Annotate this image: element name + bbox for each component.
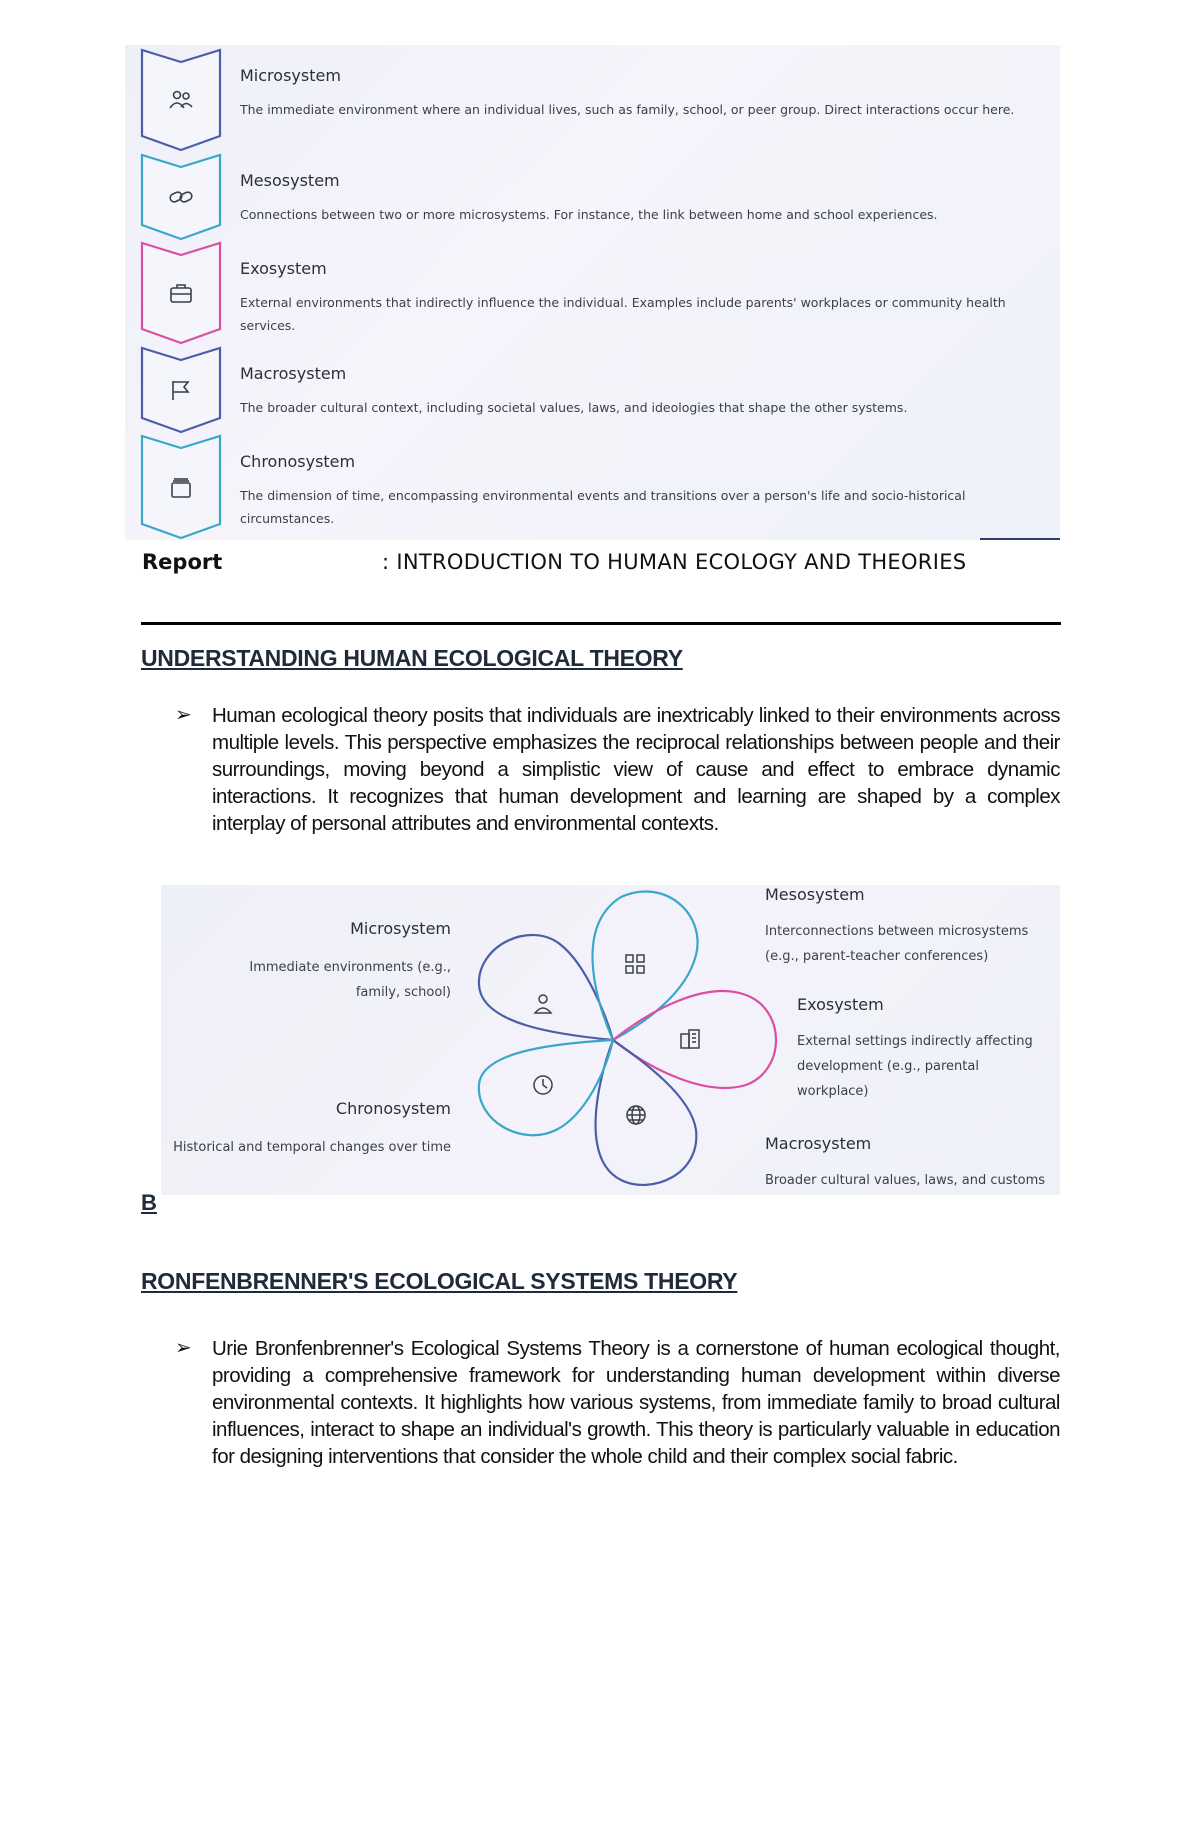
chevron-marker xyxy=(139,48,223,153)
building-icon xyxy=(681,1030,699,1048)
level-title: Microsystem xyxy=(240,66,341,85)
level-description: The dimension of time, encompassing environmental events and transitions over a person's life and socio-historical circumstances. xyxy=(240,488,966,526)
ecological-flower-figure xyxy=(161,885,1060,1195)
report-title: : INTRODUCTION TO HUMAN ECOLOGY AND THEORIES xyxy=(382,550,967,574)
arrow-bullet-icon: ➢ xyxy=(175,702,192,726)
ecological-levels-figure xyxy=(125,45,1060,540)
level-chronosystem xyxy=(125,434,1060,540)
figure-edge-line xyxy=(980,538,1060,540)
level-description: The broader cultural context, including societal values, laws, and ideologies that shape the other systems. xyxy=(240,400,908,415)
briefcase-icon xyxy=(167,279,195,307)
globe-icon xyxy=(627,1106,645,1124)
level-title: Chronosystem xyxy=(240,452,356,471)
grid-icon xyxy=(626,955,644,973)
level-mesosystem xyxy=(125,153,1060,241)
section-heading-bronfenbrenner: RONFENBRENNER'S ECOLOGICAL SYSTEMS THEORY xyxy=(141,1268,738,1294)
level-macrosystem xyxy=(125,346,1060,434)
level-title: Exosystem xyxy=(240,259,327,278)
report-label: Report xyxy=(142,550,223,574)
header-divider xyxy=(141,622,1061,625)
level-title: Mesosystem xyxy=(240,171,340,190)
chevron-marker xyxy=(139,346,223,434)
level-description: The immediate environment where an individual lives, such as family, school, or peer group. Direct interactions occur here. xyxy=(240,102,1015,117)
clock-icon xyxy=(534,1076,552,1094)
flower-title-chronosystem: Chronosystem xyxy=(335,1099,451,1118)
flower-title-microsystem: Microsystem xyxy=(350,919,451,938)
flower-desc-macrosystem: Broader cultural values, laws, and customs xyxy=(765,1173,1046,1188)
people-icon xyxy=(167,86,195,114)
level-exosystem xyxy=(125,241,1060,346)
level-description: External environments that indirectly influence the individual. Examples include parents' workplaces or community health services. xyxy=(240,295,1006,333)
flower-desc-chronosystem: Historical and temporal changes over time xyxy=(173,1140,451,1155)
stray-letter: B xyxy=(141,1190,157,1215)
archive-icon xyxy=(167,474,195,502)
paragraph-text: Human ecological theory posits that individuals are inextricably linked to their environments across multiple levels. This perspective emphasizes the reciprocal relationships between people and their surroundings, moving beyond a simplistic view of cause and effect to embrace dynamic interactions. It recognizes that human development and learning are shaped by a complex interplay of personal attributes and environmental contexts. xyxy=(212,704,1060,835)
flag-icon xyxy=(167,376,195,404)
report-header xyxy=(142,550,1062,580)
flower-title-exosystem: Exosystem xyxy=(797,995,884,1014)
arrow-bullet-icon: ➢ xyxy=(175,1335,192,1359)
chevron-marker xyxy=(139,241,223,346)
flower-desc-exosystem: External settings indirectly affecting development (e.g., parental workplace) xyxy=(797,1034,1033,1099)
flower-title-mesosystem: Mesosystem xyxy=(765,885,865,904)
link-icon xyxy=(167,183,195,211)
flower-title-macrosystem: Macrosystem xyxy=(765,1134,872,1153)
chevron-marker xyxy=(139,153,223,241)
chevron-marker xyxy=(139,434,223,540)
level-microsystem xyxy=(125,48,1060,153)
bullet-paragraph xyxy=(175,702,1060,842)
flower-desc-microsystem: Immediate environments (e.g., family, school) xyxy=(249,960,451,1000)
flower-desc-mesosystem: Interconnections between microsystems (e.g., parent-teacher conferences) xyxy=(765,924,1029,964)
bullet-paragraph xyxy=(175,1335,1060,1475)
level-description: Connections between two or more microsystems. For instance, the link between home and school experiences. xyxy=(240,207,938,222)
paragraph-text: Urie Bronfenbrenner's Ecological Systems Theory is a cornerstone of human ecological thought, providing a comprehensive framework for understanding human development within diverse environmental contexts. It highlights how various systems, from immediate family to broad cultural influences, interact to shape an individual's growth. This theory is particularly valuable in education for designing interventions that consider the whole child and their complex social fabric. xyxy=(212,1337,1060,1468)
person-icon xyxy=(535,995,551,1013)
level-title: Macrosystem xyxy=(240,364,347,383)
section-heading-understanding: UNDERSTANDING HUMAN ECOLOGICAL THEORY xyxy=(141,645,683,671)
petal-exosystem xyxy=(613,991,776,1088)
